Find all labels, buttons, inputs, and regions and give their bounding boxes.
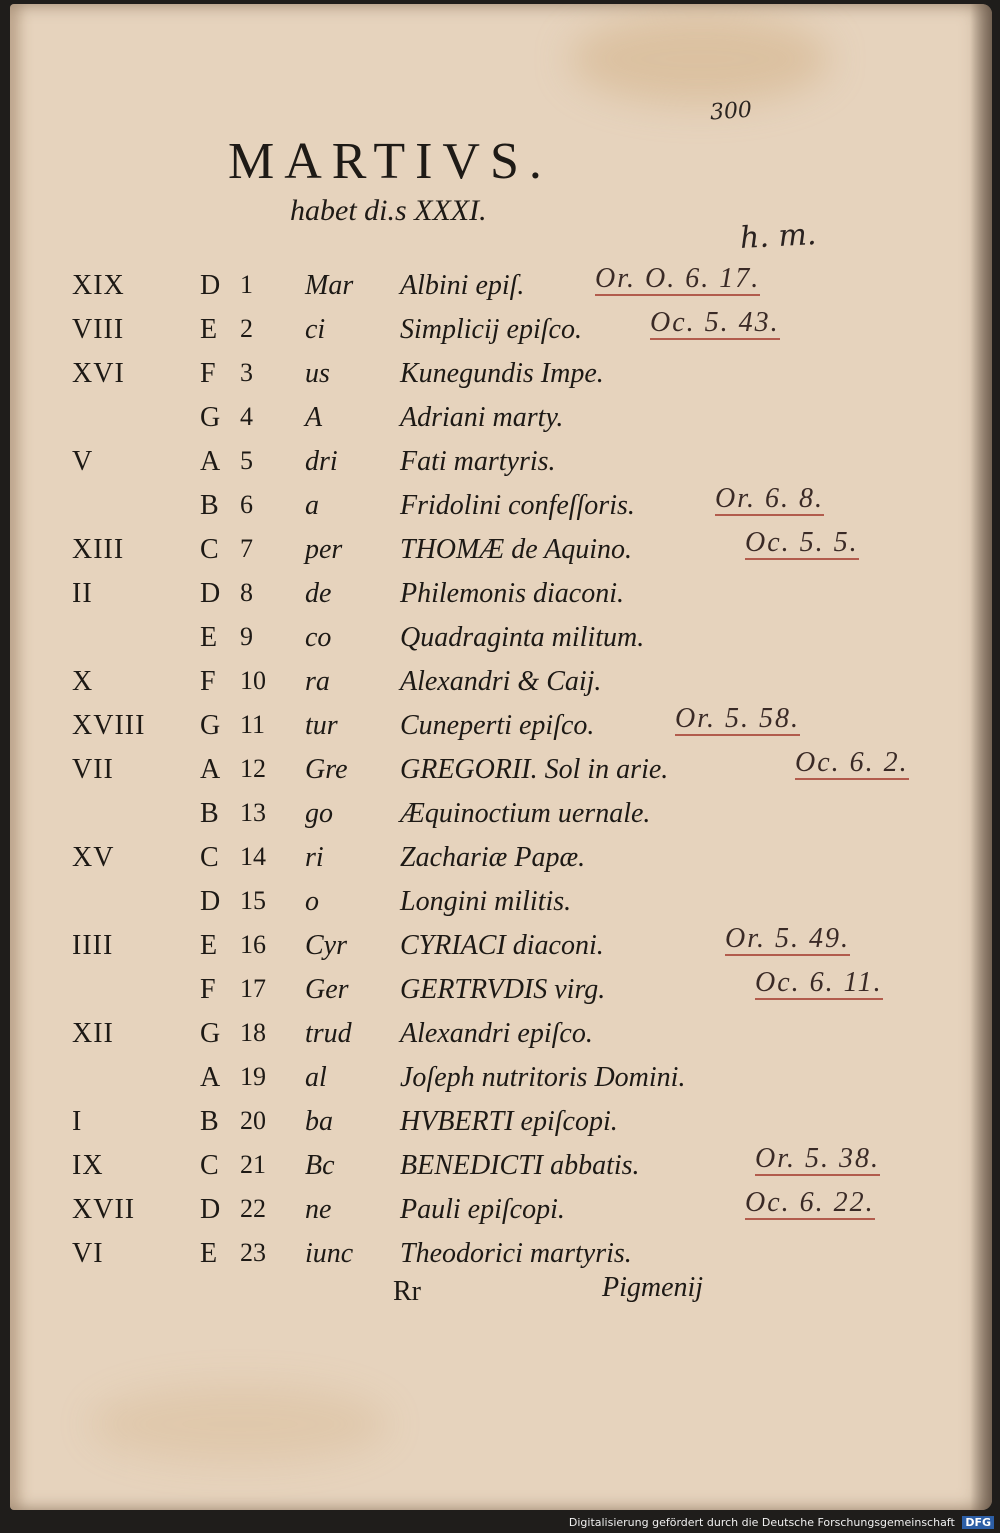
cisiojanus-syllable: A xyxy=(305,402,323,433)
cisiojanus-syllable: go xyxy=(305,798,333,829)
dominical-letter: B xyxy=(200,1106,219,1137)
dominical-letter: D xyxy=(200,886,221,917)
day-number: 1 xyxy=(240,270,253,299)
cisiojanus-syllable: Mar xyxy=(305,270,354,301)
table-row xyxy=(10,747,992,798)
saint-entry: Fridolini confeſſoris. xyxy=(400,490,635,521)
saint-entry: CYRIACI diaconi. xyxy=(400,930,604,961)
golden-number: VI xyxy=(72,1238,104,1269)
dfg-logo: DFG xyxy=(962,1516,994,1529)
dominical-letter: E xyxy=(200,930,218,961)
dominical-letter: G xyxy=(200,402,221,433)
dominical-letter: A xyxy=(200,446,221,477)
day-number: 13 xyxy=(240,798,266,827)
golden-number: VIII xyxy=(72,314,125,345)
table-row xyxy=(10,527,992,578)
golden-number: X xyxy=(72,666,94,697)
day-number: 20 xyxy=(240,1106,266,1135)
table-row xyxy=(10,1018,992,1062)
saint-entry: THOMÆ de Aquino. xyxy=(400,534,633,565)
saint-entry: Cuneperti epiſco. xyxy=(400,710,595,741)
table-row xyxy=(10,578,992,622)
table-row xyxy=(10,666,992,710)
handwritten-note: Or. O. 6. 17. xyxy=(595,263,761,294)
saint-entry: Joſeph nutritoris Domini. xyxy=(400,1062,686,1093)
cisiojanus-syllable: ne xyxy=(305,1194,332,1225)
golden-number: VII xyxy=(72,754,114,785)
cisiojanus-syllable: ri xyxy=(305,842,324,873)
table-row xyxy=(10,446,992,490)
handwritten-note: Oc. 6. 22. xyxy=(745,1187,875,1218)
handwritten-note: Oc. 6. 2. xyxy=(795,747,909,778)
table-row xyxy=(10,263,992,314)
saint-entry: Theodorici martyris. xyxy=(400,1238,632,1269)
paper-stain xyxy=(90,1384,390,1464)
saint-entry: HVBERTI epiſcopi. xyxy=(400,1106,618,1137)
saint-entry: Quadraginta militum. xyxy=(400,622,645,653)
cisiojanus-syllable: co xyxy=(305,622,332,653)
cisiojanus-syllable: ba xyxy=(305,1106,333,1137)
paper-stain xyxy=(570,14,830,104)
day-number: 4 xyxy=(240,402,253,431)
cisiojanus-syllable: ci xyxy=(305,314,326,345)
table-row xyxy=(10,622,992,666)
table-row xyxy=(10,1062,992,1106)
dominical-letter: D xyxy=(200,578,221,609)
handwritten-note: Oc. 5. 43. xyxy=(650,307,780,338)
day-number: 15 xyxy=(240,886,266,915)
day-number: 14 xyxy=(240,842,266,871)
cisiojanus-syllable: tur xyxy=(305,710,338,741)
dominical-letter: B xyxy=(200,798,219,829)
dominical-letter: B xyxy=(200,490,219,521)
day-number: 6 xyxy=(240,490,253,519)
golden-number: XII xyxy=(72,1018,114,1049)
golden-number: V xyxy=(72,446,94,477)
day-number: 23 xyxy=(240,1238,266,1267)
book-page xyxy=(10,4,992,1510)
golden-number: XIII xyxy=(72,534,125,565)
golden-number: II xyxy=(72,578,93,609)
table-row xyxy=(10,307,992,358)
table-row xyxy=(10,402,992,446)
dominical-letter: F xyxy=(200,666,216,697)
saint-entry: GERTRVDIS virg. xyxy=(400,974,606,1005)
day-number: 18 xyxy=(240,1018,266,1047)
dominical-letter: D xyxy=(200,270,221,301)
golden-number: XIX xyxy=(72,270,125,301)
saint-entry: BENEDICTI abbatis. xyxy=(400,1150,640,1181)
saint-entry: Philemonis diaconi. xyxy=(400,578,624,609)
saint-entry: Kunegundis Impe. xyxy=(400,358,604,389)
digitization-footer xyxy=(569,1516,994,1529)
dominical-letter: D xyxy=(200,1194,221,1225)
dominical-letter: E xyxy=(200,1238,218,1269)
cisiojanus-syllable: trud xyxy=(305,1018,352,1049)
handwritten-note: Or. 5. 38. xyxy=(755,1143,881,1174)
table-row xyxy=(10,358,992,402)
dominical-letter: F xyxy=(200,358,216,389)
saint-entry: Alexandri & Caij. xyxy=(400,666,602,697)
cisiojanus-syllable: de xyxy=(305,578,332,609)
saint-entry: Longini militis. xyxy=(400,886,572,917)
day-number: 7 xyxy=(240,534,253,563)
saint-entry: Albini epiſ. xyxy=(400,270,525,301)
table-row xyxy=(10,842,992,886)
dominical-letter: G xyxy=(200,1018,221,1049)
saint-entry: Æquinoctium uernale. xyxy=(400,798,651,829)
handwritten-note: Oc. 5. 5. xyxy=(745,527,859,558)
golden-number: XVI xyxy=(72,358,125,389)
golden-number: IIII xyxy=(72,930,114,961)
golden-number: IX xyxy=(72,1150,104,1181)
cisiojanus-syllable: Gre xyxy=(305,754,348,785)
day-number: 8 xyxy=(240,578,253,607)
dominical-letter: C xyxy=(200,534,219,565)
cisiojanus-syllable: Bc xyxy=(305,1150,335,1181)
cisiojanus-syllable: ra xyxy=(305,666,330,697)
day-number: 2 xyxy=(240,314,253,343)
day-number: 21 xyxy=(240,1150,266,1179)
saint-entry: Simplicij epiſco. xyxy=(400,314,582,345)
cisiojanus-syllable: us xyxy=(305,358,330,389)
day-number: 19 xyxy=(240,1062,266,1091)
table-row xyxy=(10,1238,992,1282)
footer-text: Digitalisierung gefördert durch die Deutsche Forschungsgemeinschaft xyxy=(568,1516,955,1529)
golden-number: XVIII xyxy=(72,710,146,741)
day-number: 3 xyxy=(240,358,253,387)
dominical-letter: G xyxy=(200,710,221,741)
cisiojanus-syllable: a xyxy=(305,490,319,521)
day-number: 17 xyxy=(240,974,266,1003)
cisiojanus-syllable: iunc xyxy=(305,1238,354,1269)
folio-number: 300 xyxy=(709,97,753,126)
day-number: 10 xyxy=(240,666,266,695)
cisiojanus-syllable: o xyxy=(305,886,319,917)
table-row xyxy=(10,1187,992,1238)
dominical-letter: F xyxy=(200,974,216,1005)
saint-entry: GREGORII. Sol in arie. xyxy=(400,754,669,785)
page-subtitle: habet di.s XXXI. xyxy=(290,194,487,227)
dominical-letter: E xyxy=(200,314,218,345)
saint-entry: Zachariæ Papæ. xyxy=(400,842,586,873)
day-number: 11 xyxy=(240,710,266,739)
dominical-letter: E xyxy=(200,622,218,653)
day-number: 5 xyxy=(240,446,253,475)
page-title: MARTIVS. xyxy=(228,133,552,190)
golden-number: XV xyxy=(72,842,115,873)
handwritten-note: Or. 5. 49. xyxy=(725,923,851,954)
signature-mark: Rr xyxy=(393,1276,421,1307)
cisiojanus-syllable: per xyxy=(305,534,343,565)
table-row xyxy=(10,967,992,1018)
golden-number: I xyxy=(72,1106,83,1137)
golden-number: XVII xyxy=(72,1194,136,1225)
handwritten-header-note: h. m. xyxy=(739,217,818,256)
catchword: Pigmenij xyxy=(602,1272,704,1303)
handwritten-note: Or. 5. 58. xyxy=(675,703,801,734)
dominical-letter: A xyxy=(200,1062,221,1093)
day-number: 9 xyxy=(240,622,253,651)
handwritten-note: Oc. 6. 11. xyxy=(755,967,883,998)
cisiojanus-syllable: dri xyxy=(305,446,338,477)
saint-entry: Pauli epiſcopi. xyxy=(400,1194,565,1225)
dominical-letter: C xyxy=(200,1150,219,1181)
saint-entry: Alexandri epiſco. xyxy=(400,1018,593,1049)
day-number: 22 xyxy=(240,1194,266,1223)
table-row xyxy=(10,798,992,842)
day-number: 12 xyxy=(240,754,266,783)
saint-entry: Fati martyris. xyxy=(400,446,556,477)
cisiojanus-syllable: Ger xyxy=(305,974,349,1005)
cisiojanus-syllable: al xyxy=(305,1062,327,1093)
dominical-letter: C xyxy=(200,842,219,873)
saint-entry: Adriani marty. xyxy=(400,402,564,433)
day-number: 16 xyxy=(240,930,266,959)
cisiojanus-syllable: Cyr xyxy=(305,930,347,961)
handwritten-note: Or. 6. 8. xyxy=(715,483,825,514)
dominical-letter: A xyxy=(200,754,221,785)
